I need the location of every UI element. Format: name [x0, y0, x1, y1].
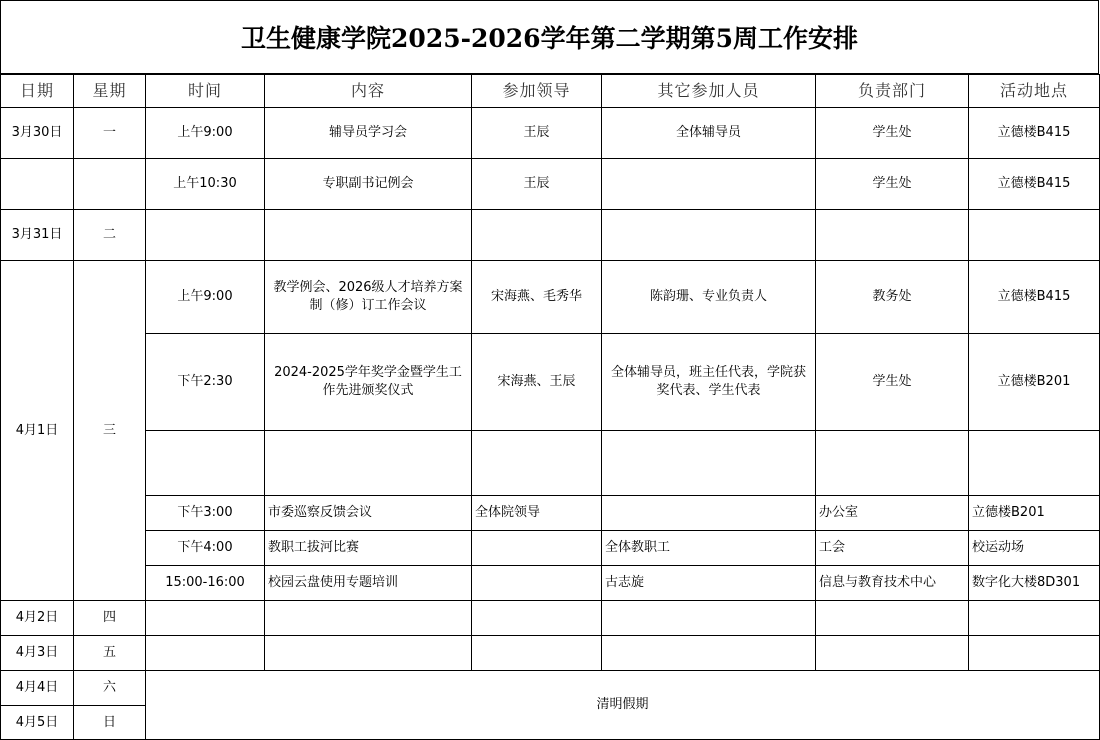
- table-row: [1, 108, 1100, 159]
- place-cell: 立德楼B201: [969, 334, 1100, 431]
- table-row: [1, 531, 1100, 566]
- time-cell: 上午9:00: [146, 261, 265, 334]
- page-title: 卫生健康学院2025-2026学年第二学期第5周工作安排: [0, 0, 1099, 74]
- schedule-table: [0, 74, 1100, 740]
- place-cell: 校运动场: [969, 531, 1100, 566]
- date-cell: 4月2日: [1, 601, 74, 636]
- date-cell: [1, 159, 74, 210]
- content-cell: 辅导员学习会: [265, 108, 472, 159]
- time-cell: 下午3:00: [146, 496, 265, 531]
- dept-cell: 办公室: [816, 496, 969, 531]
- weekday-cell: 一: [74, 108, 146, 159]
- time-cell: 15:00-16:00: [146, 566, 265, 601]
- leader-cell: 宋海燕、毛秀华: [472, 261, 602, 334]
- col-header-place: 活动地点: [969, 75, 1100, 108]
- date-cell: 4月4日: [1, 671, 74, 706]
- others-cell: [602, 496, 816, 531]
- place-cell: 立德楼B415: [969, 159, 1100, 210]
- others-cell: 全体教职工: [602, 531, 816, 566]
- place-cell: 立德楼B201: [969, 496, 1100, 531]
- date-cell: 4月1日: [1, 261, 74, 601]
- table-row: [1, 261, 1100, 334]
- weekday-cell: 六: [74, 671, 146, 706]
- holiday-cell: 清明假期: [146, 671, 1100, 740]
- content-cell: 专职副书记例会: [265, 159, 472, 210]
- table-row: [1, 566, 1100, 601]
- others-cell: 古志旋: [602, 566, 816, 601]
- leader-cell: 全体院领导: [472, 496, 602, 531]
- table-row: [1, 636, 1100, 671]
- dept-cell: 教务处: [816, 261, 969, 334]
- place-cell: 立德楼B415: [969, 261, 1100, 334]
- weekday-cell: 二: [74, 210, 146, 261]
- col-header-date: 日期: [1, 75, 74, 108]
- others-cell: 全体辅导员: [602, 108, 816, 159]
- weekday-cell: 日: [74, 706, 146, 740]
- leader-cell: 宋海燕、王辰: [472, 334, 602, 431]
- place-cell: 数字化大楼8D301: [969, 566, 1100, 601]
- date-cell: 3月31日: [1, 210, 74, 261]
- header-row: [1, 75, 1100, 108]
- dept-cell: 学生处: [816, 334, 969, 431]
- date-cell: 3月30日: [1, 108, 74, 159]
- leader-cell: [472, 531, 602, 566]
- dept-cell: 学生处: [816, 108, 969, 159]
- leader-cell: 王辰: [472, 108, 602, 159]
- content-cell: 市委巡察反馈会议: [265, 496, 472, 531]
- content-cell: 校园云盘使用专题培训: [265, 566, 472, 601]
- weekday-cell: 四: [74, 601, 146, 636]
- time-cell: 下午2:30: [146, 334, 265, 431]
- leader-cell: 王辰: [472, 159, 602, 210]
- place-cell: 立德楼B415: [969, 108, 1100, 159]
- dept-cell: 信息与教育技术中心: [816, 566, 969, 601]
- time-cell: 上午9:00: [146, 108, 265, 159]
- col-header-leader: 参加领导: [472, 75, 602, 108]
- others-cell: [602, 159, 816, 210]
- content-cell: 教学例会、2026级人才培养方案制（修）订工作会议: [265, 261, 472, 334]
- table-row: [1, 601, 1100, 636]
- col-header-others: 其它参加人员: [602, 75, 816, 108]
- table-row: [1, 671, 1100, 706]
- table-row: [1, 431, 1100, 496]
- others-cell: 全体辅导员，班主任代表，学院获奖代表、学生代表: [602, 334, 816, 431]
- weekday-cell: [74, 159, 146, 210]
- weekday-cell: 五: [74, 636, 146, 671]
- col-header-content: 内容: [265, 75, 472, 108]
- content-cell: 2024-2025学年奖学金暨学生工作先进颁奖仪式: [265, 334, 472, 431]
- time-cell: 下午4:00: [146, 531, 265, 566]
- leader-cell: [472, 566, 602, 601]
- content-cell: 教职工拔河比赛: [265, 531, 472, 566]
- weekday-cell: 三: [74, 261, 146, 601]
- time-cell: 上午10:30: [146, 159, 265, 210]
- table-row: [1, 210, 1100, 261]
- date-cell: 4月5日: [1, 706, 74, 740]
- table-row: [1, 159, 1100, 210]
- dept-cell: 工会: [816, 531, 969, 566]
- date-cell: 4月3日: [1, 636, 74, 671]
- col-header-time: 时间: [146, 75, 265, 108]
- col-header-weekday: 星期: [74, 75, 146, 108]
- others-cell: 陈韵珊、专业负责人: [602, 261, 816, 334]
- table-row: [1, 334, 1100, 431]
- table-row: [1, 496, 1100, 531]
- dept-cell: 学生处: [816, 159, 969, 210]
- col-header-dept: 负责部门: [816, 75, 969, 108]
